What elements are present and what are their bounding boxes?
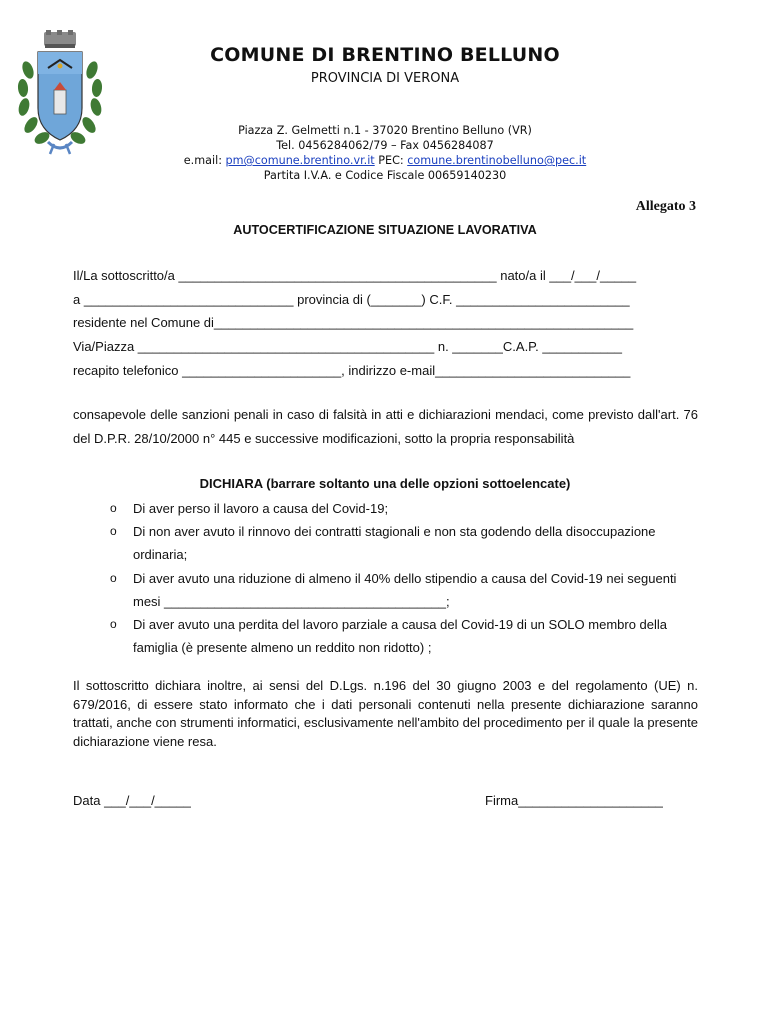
option-text: Di aver perso il lavoro a causa del Covid-19; [133,501,389,516]
annex-label: Allegato 3 [635,199,696,214]
field-line-birthplace: a _____________________________ provincia di (_______) C.F. ________________________ [73,292,630,307]
date-field: Data ___/___/_____ [73,793,191,808]
email-link[interactable]: pm@comune.brentino.vr.it [225,154,375,167]
field-line-residence: residente nel Comune di__________________________________________________________ [73,315,634,330]
address-line: Piazza Z. Gelmetti n.1 - 37020 Brentino Belluno (VR) [238,124,532,137]
document-title: AUTOCERTIFICAZIONE SITUAZIONE LAVORATIVA [233,223,537,237]
option-text: Di non aver avuto il rinnovo dei contratti stagionali e non sta godendo della disoccupazione ordinaria; [133,524,656,562]
field-line-name: Il/La sottoscritto/a ____________________________________________ nato/a il ___/___/_____ [73,268,637,283]
email-line [0,153,770,168]
signature-field: Firma____________________ [485,793,663,808]
option-bullet[interactable]: o [110,501,117,515]
consapevole-paragraph: consapevole delle sanzioni penali in caso di falsità in atti e dichiarazioni mendaci, come previsto dall'art. 76 del D.P.R. 28/10/2000 n° 445 e successive modificazioni, sotto la propria responsabilità [73,407,698,446]
email-label: e.mail: [183,154,226,167]
option-bullet[interactable]: o [110,524,117,538]
pec-label: PEC: [374,154,408,167]
dichiara-heading: DICHIARA (barrare soltanto una delle opzioni sottoelencate) [199,476,571,491]
privacy-paragraph: Il sottoscritto dichiara inoltre, ai sensi del D.Lgs. n.196 del 30 giugno 2003 e del regolamento (UE) n. 679/2016, di essere stato informato che i dati personali contenuti nella presente dichiarazione saranno trattati, anche con strumenti informatici, esclusivamente nell'ambito del procedimento per il quale la presente dichiarazione viene resa. [73,678,698,749]
pec-link[interactable]: comune.brentinobelluno@pec.it [407,154,587,167]
field-line-address: Via/Piazza _________________________________________ n. _______C.A.P. ___________ [73,339,622,354]
vat-line: Partita I.V.A. e Codice Fiscale 00659140230 [263,169,507,182]
phone-line: Tel. 0456284062/79 – Fax 0456284087 [276,139,494,152]
field-line-contacts: recapito telefonico ______________________, indirizzo e-mail___________________________ [73,363,631,378]
option-bullet[interactable]: o [110,571,117,585]
page-title: COMUNE DI BRENTINO BELLUNO [210,44,560,66]
option-text: Di aver avuto una perdita del lavoro parziale a causa del Covid-19 di un SOLO membro della famiglia (è presente almeno un reddito non ridotto) ; [133,617,668,655]
option-bullet[interactable]: o [110,617,117,631]
province-name: PROVINCIA DI VERONA [310,71,460,86]
option-text: Di aver avuto una riduzione di almeno il 40% dello stipendio a causa del Covid-19 nei seguenti mesi _______________________________________; [133,571,677,609]
